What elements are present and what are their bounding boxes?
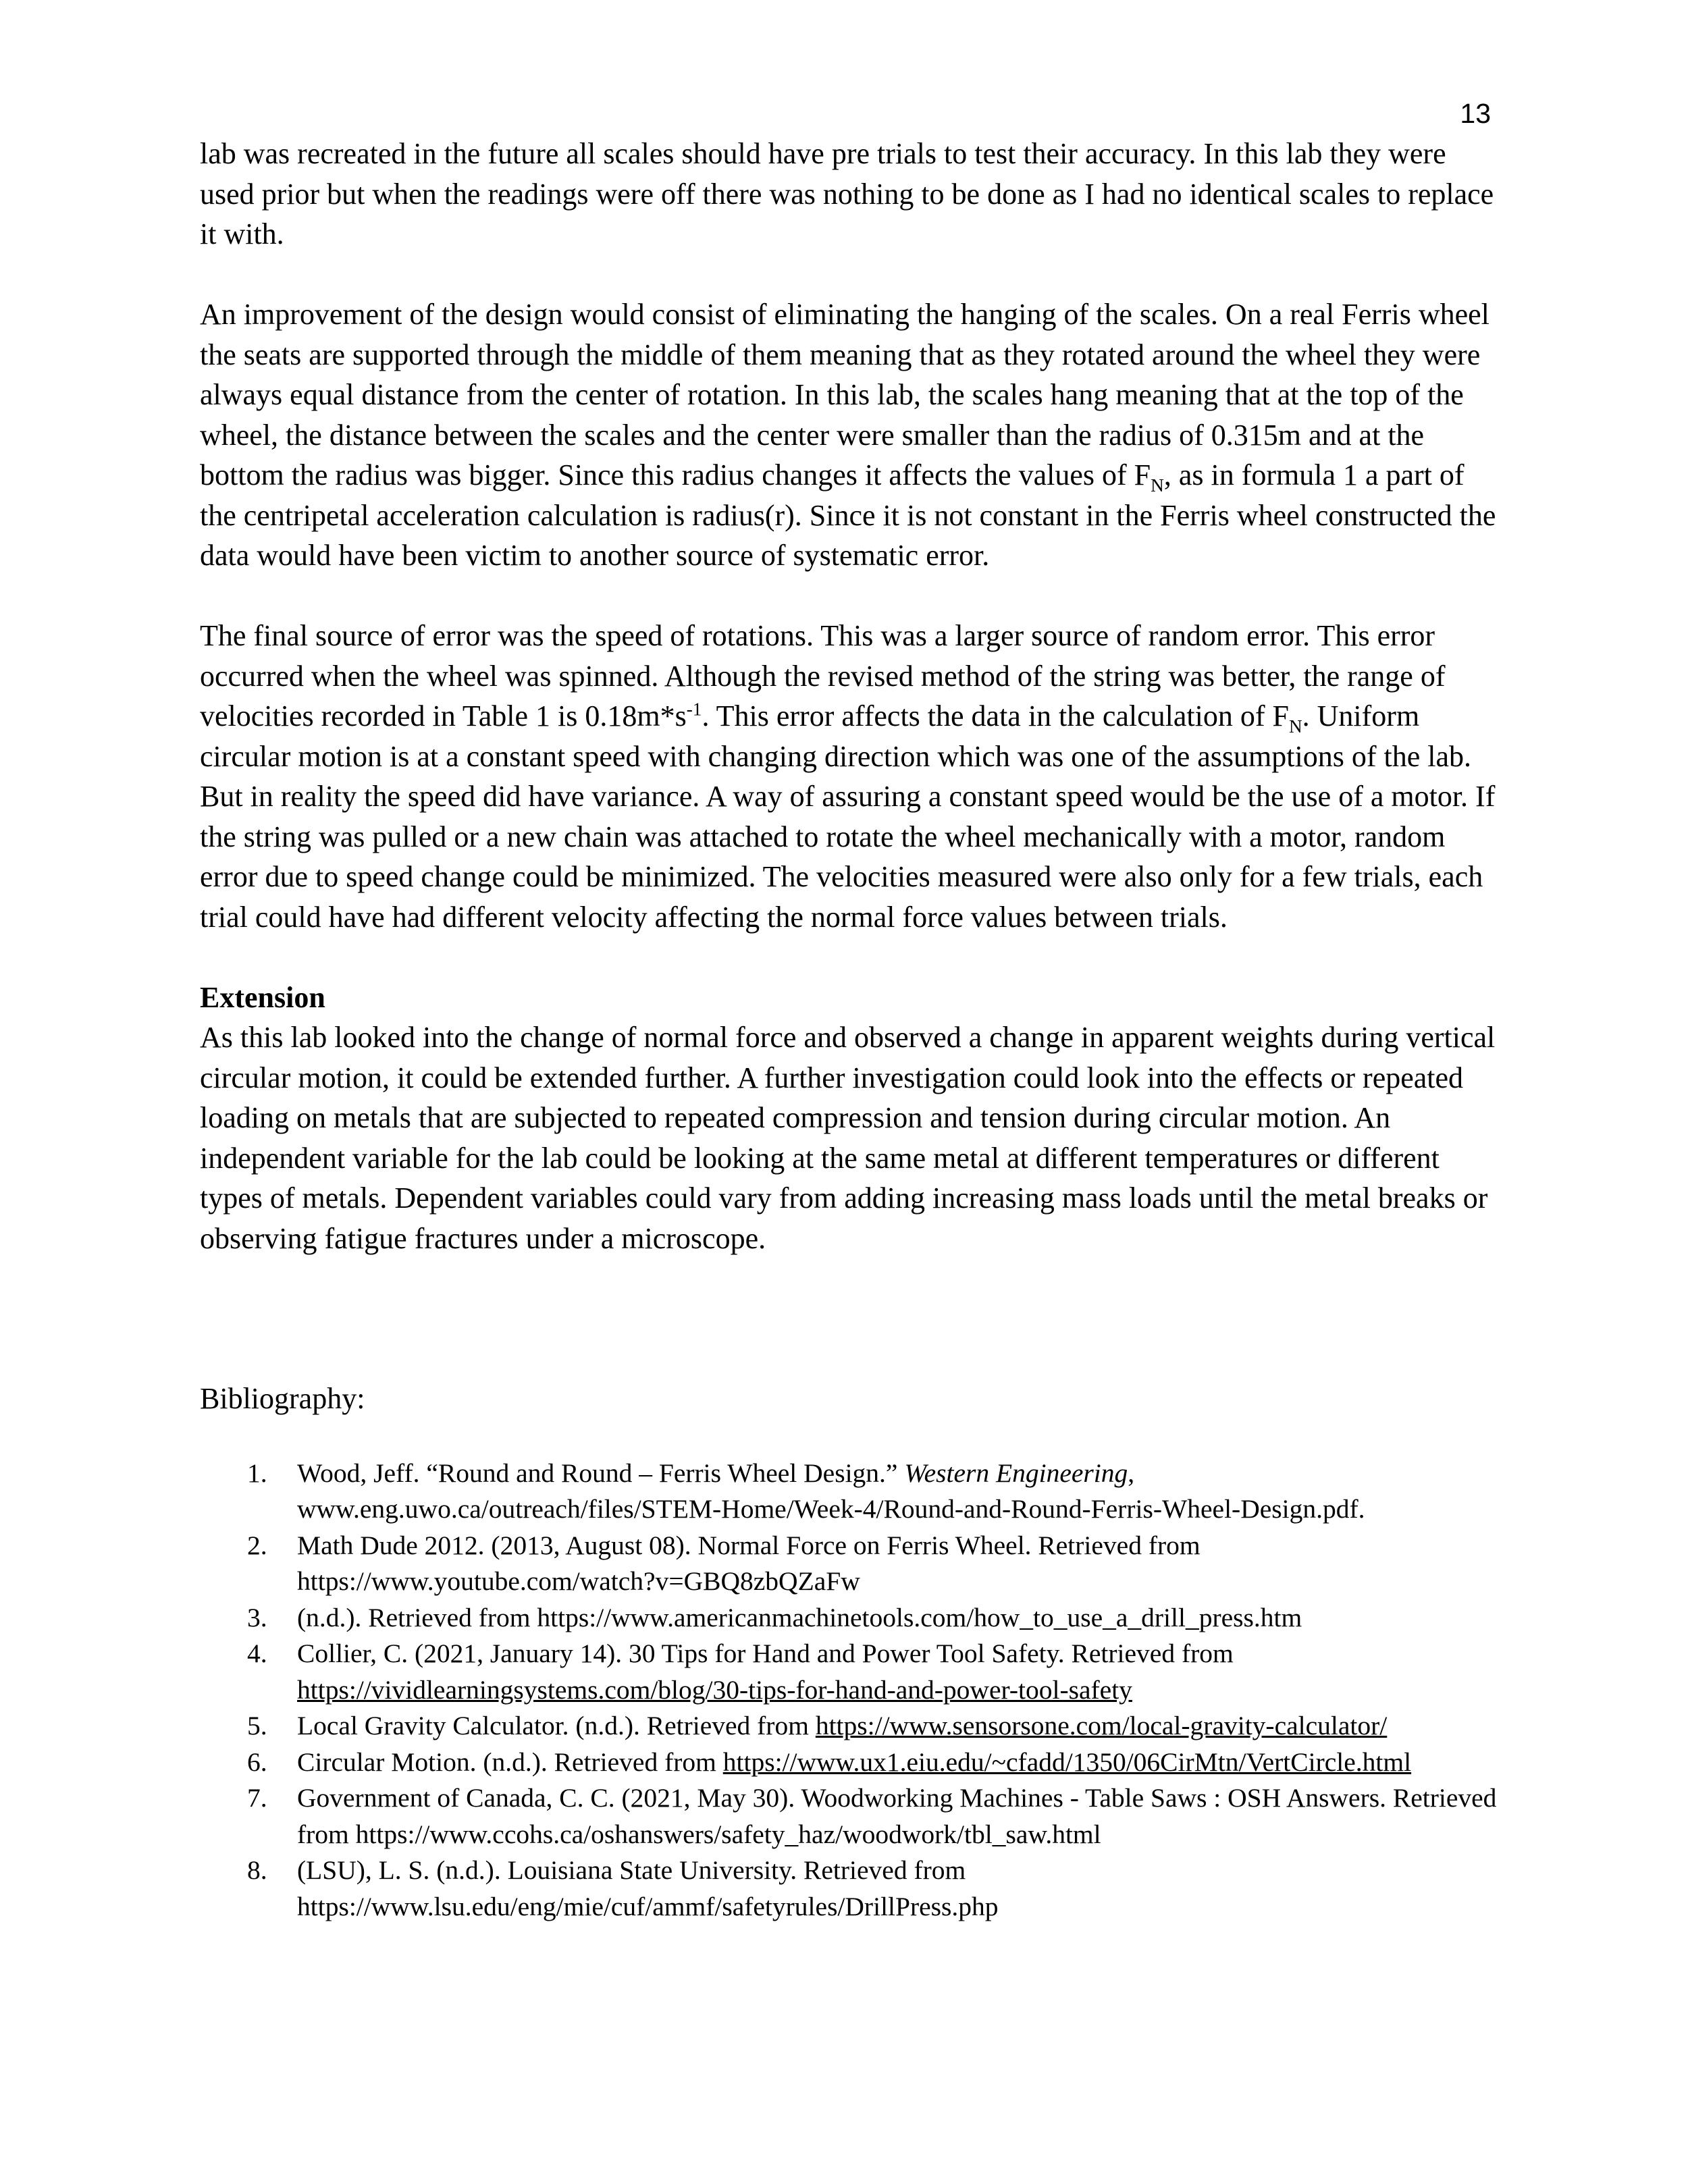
bibliography-item-text: Local Gravity Calculator. (n.d.). Retrieved from (297, 1711, 816, 1740)
paragraph-speed-error (200, 616, 1503, 937)
bibliography-item-number: 7. (247, 1783, 267, 1813)
bibliography-item (200, 1780, 1503, 1853)
paragraph-text: . This error affects the data in the calculation of F (702, 699, 1289, 733)
bibliography-item-number: 1. (247, 1458, 267, 1488)
bibliography-item-text: (LSU), L. S. (n.d.). Louisiana State University. Retrieved from https://www.lsu.edu/eng/mie/cuf/ammf/safetyrules/DrillPress.php (297, 1855, 999, 1921)
bibliography-item (200, 1853, 1503, 1925)
bibliography-item-number: 8. (247, 1855, 267, 1885)
subscript: N (1288, 716, 1302, 737)
extension-heading: Extension (200, 980, 325, 1014)
bibliography-item-number: 5. (247, 1711, 267, 1740)
bibliography-item-number: 6. (247, 1747, 267, 1777)
bibliography-item-text: Government of Canada, C. C. (2021, May 30). Woodworking Machines - Table Saws : OSH Answers. Retrieved from https://www.ccohs.ca/oshanswers/safety_haz/woodwork/tbl_saw.html (297, 1783, 1497, 1849)
subscript: N (1151, 475, 1164, 496)
paragraph-text: The final source of error was the speed of rotations. This was a larger source of random error. This error occurred when the wheel was spinned. Although the revised method of the string was better, the range of velocities recorded in Table 1 is 0.18m*s (200, 619, 1446, 733)
bibliography-list (200, 1456, 1503, 1925)
bibliography-item-text: (n.d.). Retrieved from https://www.americanmachinetools.com/how_to_use_a_drill_press.htm (297, 1602, 1302, 1632)
bibliography-item-text: Wood, Jeff. “Round and Round – Ferris Wheel Design.” (297, 1458, 905, 1488)
bibliography-heading: Bibliography: (200, 1382, 365, 1415)
paragraph-text: , as in formula 1 a part of the centripetal acceleration calculation is radius(r). Since it is not constant in the Ferris wheel constructed the data would have been victim to another source of systematic error. (200, 458, 1496, 572)
bibliography-item (200, 1456, 1503, 1528)
bibliography-item-number: 3. (247, 1602, 267, 1632)
extension-paragraph: As this lab looked into the change of normal force and observed a change in apparent weights during vertical circular motion, it could be extended further. A further investigation could look into the effects or repeated loading on metals that are subjected to repeated compression and tension during circular motion. An independent variable for the lab could be looking at the same metal at different temperatures or different types of metals. Dependent variables could vary from adding increasing mass loads until the metal breaks or observing fatigue fractures under a microscope. (200, 1021, 1496, 1255)
superscript: -1 (686, 699, 702, 720)
paragraph-text: An improvement of the design would consist of eliminating the hanging of the scales. On a real Ferris wheel the seats are supported through the middle of them meaning that as they rotated around the wheel they were always equal distance from the center of rotation. In this lab, the scales hang meaning that at the top of the wheel, the distance between the scales and the center were smaller than the radius of 0.315m and at the bottom the radius was bigger. Since this radius changes it affects the values of F (200, 298, 1489, 491)
bibliography-link[interactable]: https://vividlearningsystems.com/blog/30-tips-for-hand-and-power-tool-safety (297, 1674, 1132, 1705)
page-number: 13 (1460, 98, 1491, 129)
bibliography-item-text: Circular Motion. (n.d.). Retrieved from (297, 1747, 723, 1777)
bibliography-item-text: Collier, C. (2021, January 14). 30 Tips for Hand and Power Tool Safety. Retrieved from (297, 1639, 1234, 1668)
bibliography-item-text: , www.eng.uwo.ca/outreach/files/STEM-Home/Week-4/Round-and-Round-Ferris-Wheel-Design.pdf. (297, 1458, 1365, 1524)
bibliography-item-italic: Western Engineering (904, 1458, 1128, 1488)
paragraph-text: . Uniform circular motion is at a constant speed with changing direction which was one of the assumptions of the lab. But in reality the speed did have variance. A way of assuring a constant speed would be the use of a motor. If the string was pulled or a new chain was attached to rotate the wheel mechanically with a motor, random error due to speed change could be minimized. The velocities measured were also only for a few trials, each trial could have had different velocity affecting the normal force values between trials. (200, 699, 1496, 934)
paragraph-scale-accuracy: lab was recreated in the future all scales should have pre trials to test their accuracy. In this lab they were used prior but when the readings were off there was nothing to be done as I had no identical scales to replace it with. (200, 137, 1494, 250)
bibliography-item-number: 4. (247, 1639, 267, 1668)
bibliography-item (200, 1744, 1503, 1781)
bibliography-item (200, 1636, 1503, 1708)
bibliography-link[interactable]: https://www.sensorsone.com/local-gravity-calculator/ (815, 1711, 1388, 1740)
bibliography-link[interactable]: https://www.ux1.eiu.edu/~cfadd/1350/06CirMtn/VertCircle.html (722, 1747, 1412, 1777)
bibliography-item (200, 1708, 1503, 1744)
bibliography-item-text: Math Dude 2012. (2013, August 08). Normal Force on Ferris Wheel. Retrieved from https://www.youtube.com/watch?v=GBQ8zbQZaFw (297, 1530, 1201, 1596)
bibliography-item (200, 1600, 1503, 1636)
bibliography-item-number: 2. (247, 1530, 267, 1560)
paragraph-design-improvement (200, 294, 1503, 576)
document-body (200, 134, 1503, 1925)
bibliography-item (200, 1528, 1503, 1600)
